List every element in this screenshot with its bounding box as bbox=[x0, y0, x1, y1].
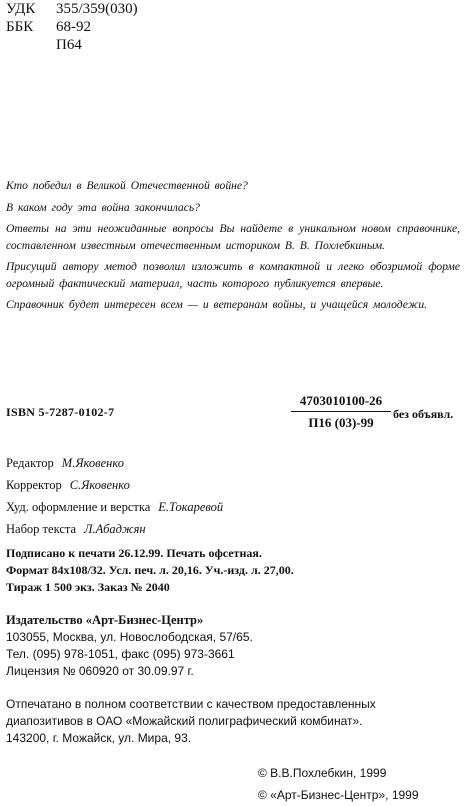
print-spec-line: Тираж 1 500 экз. Заказ № 2040 bbox=[6, 580, 170, 594]
credit-name: С.Яковенко bbox=[69, 478, 130, 492]
author-mark-row bbox=[6, 36, 138, 54]
printing-house-line: диапозитивов в ОАО «Можайский полиграфический комбинат». bbox=[6, 714, 363, 728]
printing-house-line: Отпечатано в полном соответствии с качеством предоставленных bbox=[6, 697, 376, 711]
bbk-row bbox=[6, 18, 138, 36]
publisher-license: Лицензия № 060920 от 30.09.97 г. bbox=[6, 664, 194, 678]
copyright-line: © «Арт-Бизнес-Центр», 1999 bbox=[258, 788, 419, 802]
copyright bbox=[258, 762, 419, 806]
pricing-code bbox=[291, 393, 454, 431]
udk-label: УДК bbox=[6, 1, 36, 17]
annotation-paragraph: Ответы на эти неожиданные вопросы Вы найдете в уникальном новом справочнике, составленном известным отечественным историком В. В. Похлебкиным. bbox=[6, 222, 460, 252]
publisher-phone: Тел. (095) 978-1051, факс (095) 973-3661 bbox=[6, 647, 235, 661]
bbk-label: ББК bbox=[6, 19, 34, 35]
credits bbox=[6, 452, 223, 540]
copyright-line: © В.В.Похлебкин, 1999 bbox=[258, 766, 387, 780]
credit-role: Набор текста bbox=[6, 522, 77, 536]
pricing-code-denominator: П16 (03)-99 bbox=[308, 415, 374, 430]
credit-role: Редактор bbox=[6, 456, 54, 470]
annotation bbox=[6, 178, 460, 319]
printing-house bbox=[6, 696, 376, 747]
bbk-value: 68-92 bbox=[56, 19, 91, 35]
pricing-code-numerator: 4703010100-26 bbox=[291, 393, 391, 412]
print-spec-line: Подписано к печати 26.12.99. Печать офсетная. bbox=[6, 546, 262, 560]
publisher-address: 103055, Москва, ул. Новослободская, 57/65. bbox=[6, 630, 253, 644]
credit-proofreader bbox=[6, 474, 223, 496]
print-spec-line: Формат 84х108/32. Усл. печ. л. 20,16. Уч.-изд. л. 27,00. bbox=[6, 563, 294, 577]
credit-typesetting bbox=[6, 518, 223, 540]
annotation-paragraph: В каком году эта война закончилась? bbox=[6, 200, 200, 214]
classification-block bbox=[6, 0, 138, 54]
credit-editor bbox=[6, 452, 223, 474]
annotation-paragraph: Кто победил в Великой Отечественной войне? bbox=[6, 179, 248, 192]
author-mark: П64 bbox=[56, 37, 82, 53]
credit-name: М.Яковенко bbox=[61, 456, 124, 470]
pricing-code-note: без объявл. bbox=[393, 407, 454, 421]
annotation-paragraph: Справочник будет интересен всем — и ветеранам войны, и учащейся молодежи. bbox=[6, 298, 428, 311]
credit-name: Е.Токаревой bbox=[158, 500, 224, 514]
udk-row bbox=[6, 0, 138, 18]
credit-name: Л.Абаджян bbox=[84, 522, 146, 536]
credit-role: Корректор bbox=[6, 478, 62, 492]
printing-house-line: 143200, г. Можайск, ул. Мира, 93. bbox=[6, 731, 192, 745]
credit-role: Худ. оформление и верстка bbox=[6, 500, 151, 514]
publisher bbox=[6, 612, 253, 680]
print-specs bbox=[6, 545, 294, 596]
isbn: ISBN 5-7287-0102-7 bbox=[6, 405, 115, 419]
publisher-name: Издательство «Арт-Бизнес-Центр» bbox=[6, 613, 204, 627]
annotation-paragraph: Присущий автору метод позволил изложить в компактной и легко обозримой форме огромный фактический материал, часть которого публикуется впервые. bbox=[6, 260, 460, 290]
udk-value: 355/359(030) bbox=[56, 1, 138, 17]
credit-design bbox=[6, 496, 223, 518]
